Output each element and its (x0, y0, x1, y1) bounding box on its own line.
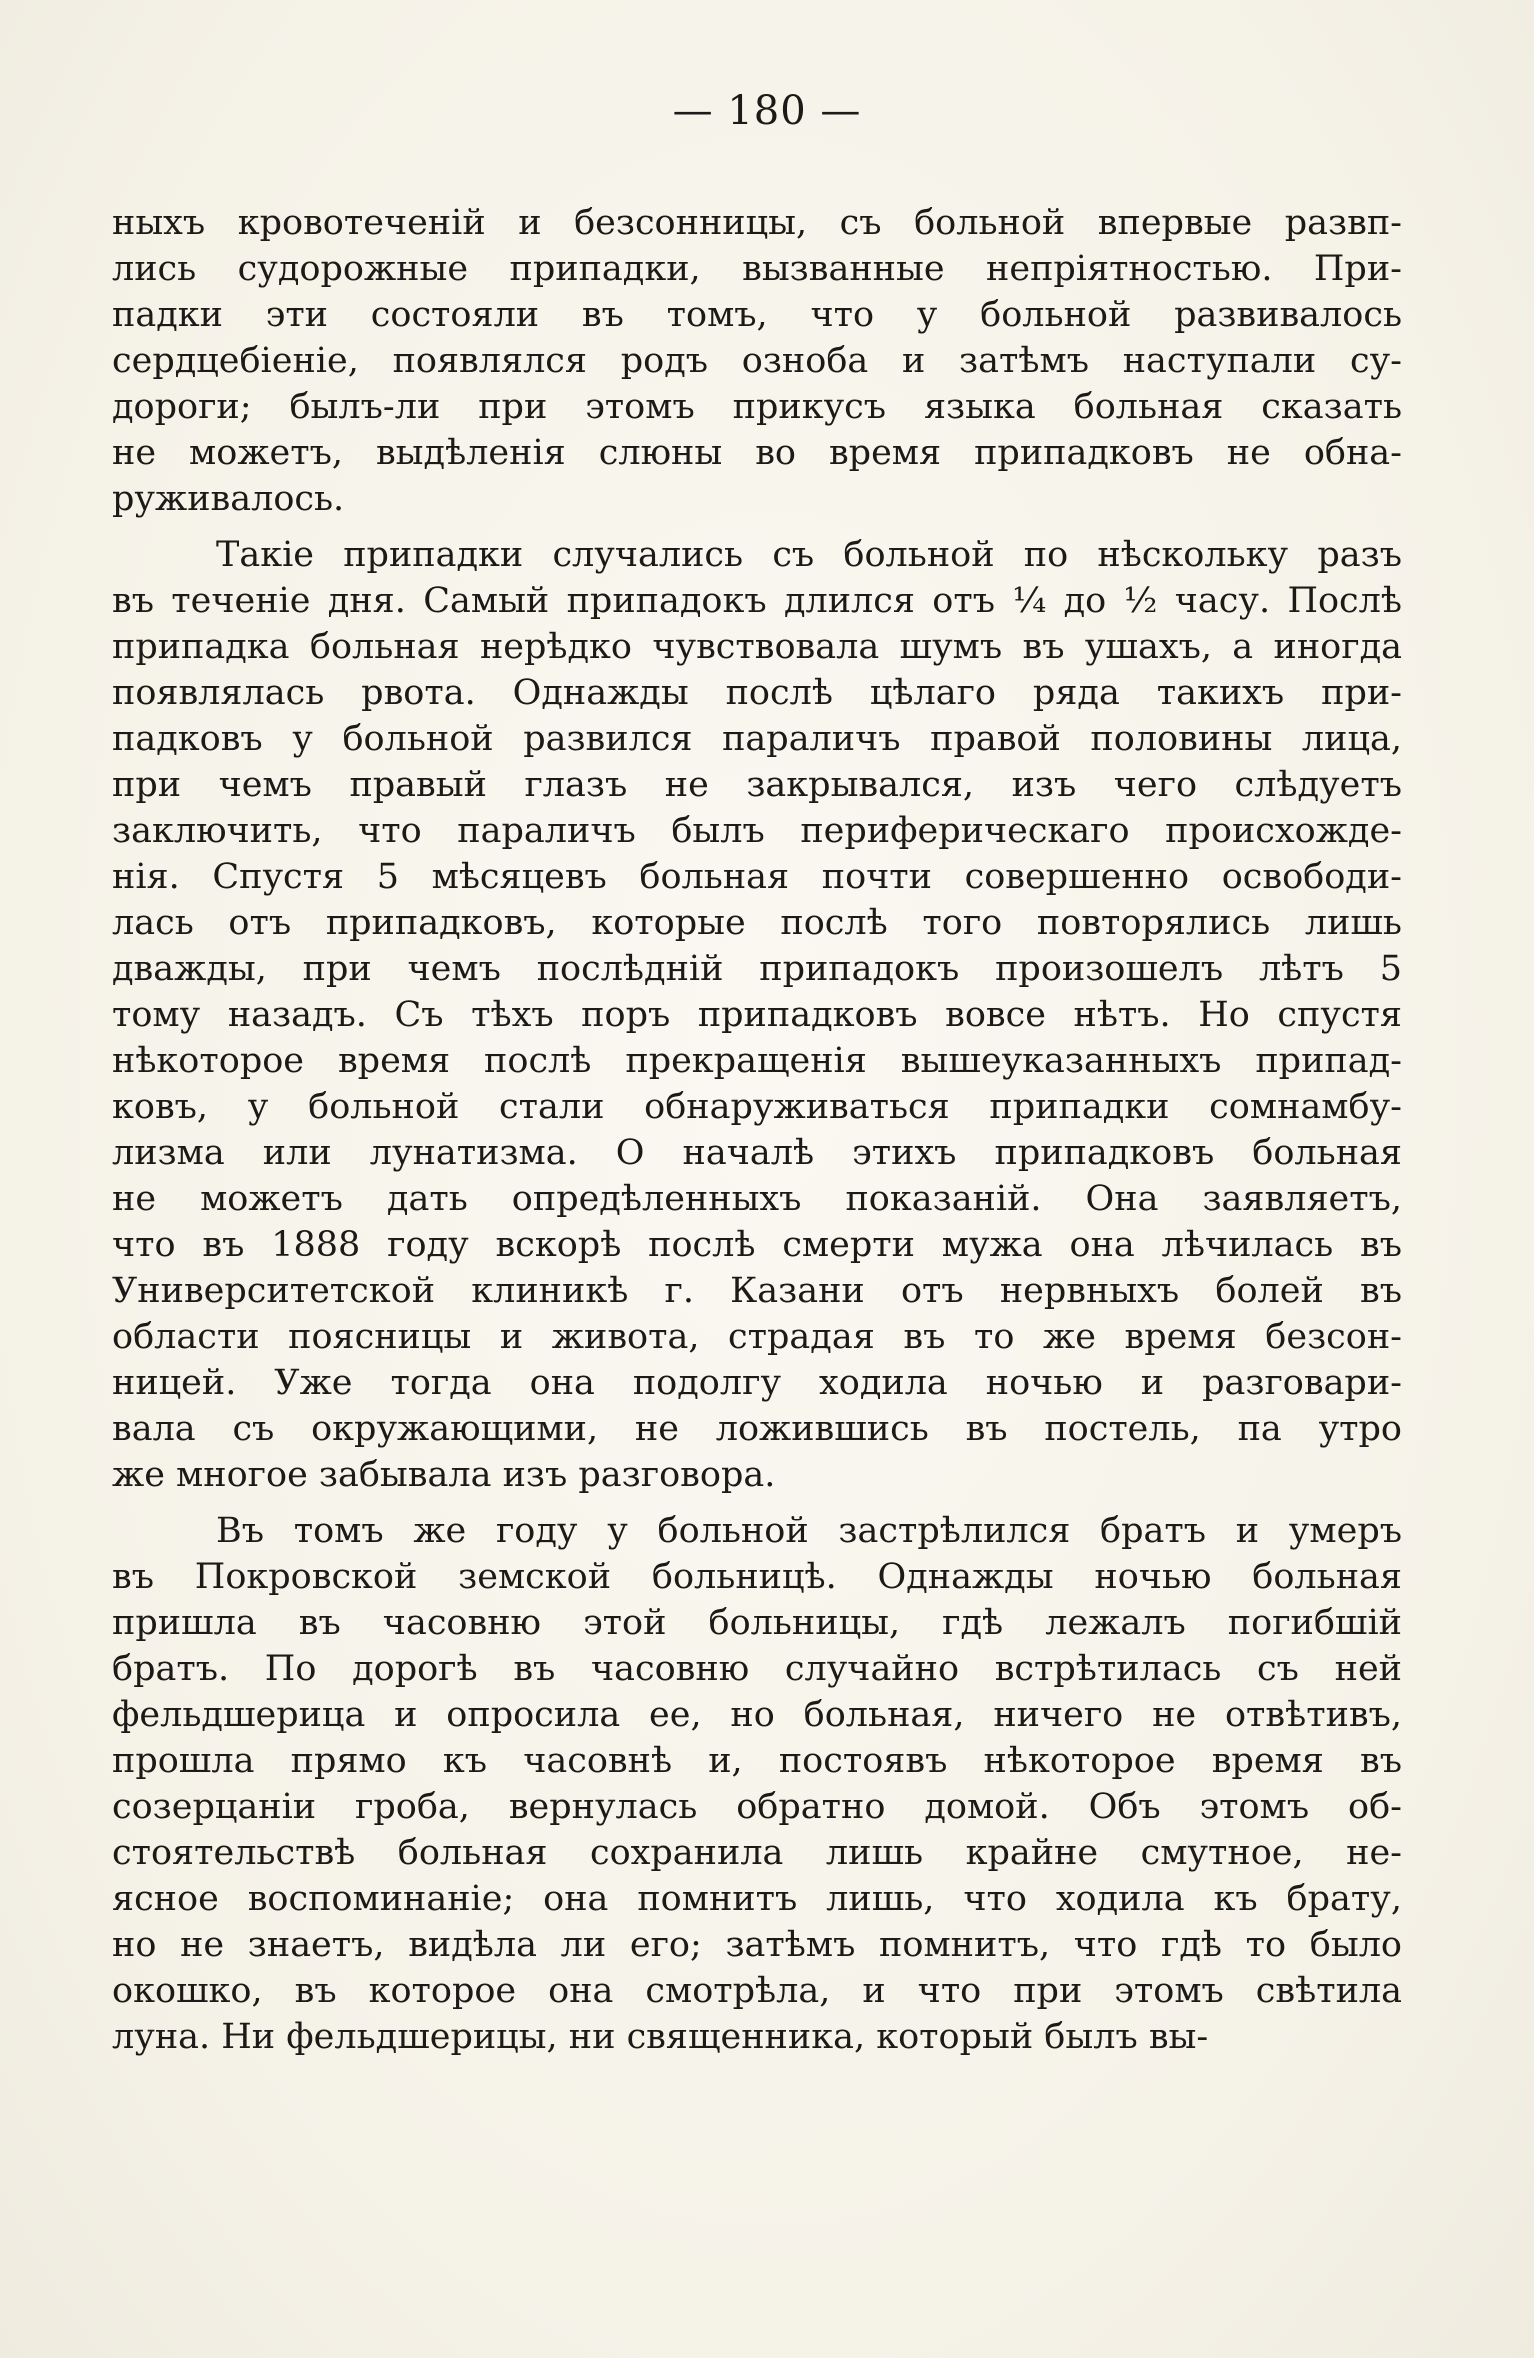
text-line: лизма или лунатизма. О началѣ этихъ припадковъ больная (112, 1133, 1402, 1173)
text-line: въ Покровской земской больницѣ. Однажды ночью больная (112, 1557, 1402, 1597)
text-line: руживалось. (112, 479, 345, 519)
text-line: нѣкоторое время послѣ прекращенія вышеуказанныхъ припад- (112, 1041, 1402, 1081)
text-line: Въ томъ же году у больной застрѣлился братъ и умеръ (216, 1511, 1402, 1551)
text-line: сердцебіеніе, появлялся родъ озноба и затѣмъ наступали су- (112, 341, 1402, 381)
text-line: въ теченіе дня. Самый припадокъ длился отъ ¼ до ½ часу. Послѣ (112, 581, 1402, 621)
text-line: лись судорожные припадки, вызванные непріятностью. При- (112, 249, 1402, 289)
text-line: вала съ окружающими, не ложившись въ постель, па утро (112, 1409, 1402, 1449)
text-line: ницей. Уже тогда она подолгу ходила ночью и разговари- (112, 1363, 1402, 1403)
text-line: падки эти состояли въ томъ, что у больной развивалось (112, 295, 1402, 335)
text-line: же многое забывала изъ разговора. (112, 1455, 776, 1495)
text-line: окошко, въ которое она смотрѣла, и что при этомъ свѣтила (112, 1971, 1402, 2011)
text-line: прошла прямо къ часовнѣ и, постоявъ нѣкоторое время въ (112, 1741, 1402, 1781)
text-line: Университетской клиникѣ г. Казани отъ нервныхъ болей въ (112, 1271, 1402, 1311)
text-line: что въ 1888 году вскорѣ послѣ смерти мужа она лѣчилась въ (112, 1225, 1402, 1265)
text-line: фельдшерица и опросила ее, но больная, ничего не отвѣтивъ, (112, 1695, 1402, 1735)
text-line: ныхъ кровотеченій и безсонницы, съ больной впервые развп- (112, 203, 1402, 243)
text-line: Такіе припадки случались съ больной по нѣскольку разъ (216, 535, 1402, 575)
text-line: дороги; былъ-ли при этомъ прикусъ языка больная сказать (112, 387, 1402, 427)
text-line: дважды, при чемъ послѣдній припадокъ произошелъ лѣтъ 5 (112, 949, 1402, 989)
text-line: стоятельствѣ больная сохранила лишь крайне смутное, не- (112, 1833, 1402, 1873)
paragraph-2 (112, 532, 1402, 1498)
text-line: заключить, что параличъ былъ периферическаго происхожде- (112, 811, 1402, 851)
text-line: братъ. По дорогѣ въ часовню случайно встрѣтилась съ ней (112, 1649, 1402, 1689)
text-line: созерцаніи гроба, вернулась обратно домой. Объ этомъ об- (112, 1787, 1402, 1827)
text-line: не можетъ, выдѣленія слюны во время припадковъ не обна- (112, 433, 1402, 473)
text-line: при чемъ правый глазъ не закрывался, изъ чего слѣдуетъ (112, 765, 1402, 805)
text-line: падковъ у больной развился параличъ правой половины лица, (112, 719, 1402, 759)
text-line: области поясницы и живота, страдая въ то же время безсон- (112, 1317, 1402, 1357)
text-line: ясное воспоминаніе; она помнитъ лишь, что ходила къ брату, (112, 1879, 1402, 1919)
body-text (112, 200, 1402, 2060)
text-line: не можетъ дать опредѣленныхъ показаній. Она заявляетъ, (112, 1179, 1402, 1219)
text-line: луна. Ни фельдшерицы, ни священника, который былъ вы- (112, 2017, 1209, 2057)
text-line: нія. Спустя 5 мѣсяцевъ больная почти совершенно освободи- (112, 857, 1402, 897)
text-line: лась отъ припадковъ, которые послѣ того повторялись лишь (112, 903, 1402, 943)
text-line: ковъ, у больной стали обнаруживаться припадки сомнамбу- (112, 1087, 1402, 1127)
text-line: припадка больная нерѣдко чувствовала шумъ въ ушахъ, а иногда (112, 627, 1402, 667)
text-line: но не знаетъ, видѣла ли его; затѣмъ помнитъ, что гдѣ то было (112, 1925, 1402, 1965)
text-line: появлялась рвота. Однажды послѣ цѣлаго ряда такихъ при- (112, 673, 1402, 713)
text-line: пришла въ часовню этой больницы, гдѣ лежалъ погибшій (112, 1603, 1402, 1643)
paragraph-1 (112, 200, 1402, 522)
paragraph-3 (112, 1508, 1402, 2060)
text-line: тому назадъ. Съ тѣхъ поръ припадковъ вовсе нѣтъ. Но спустя (112, 995, 1402, 1035)
page-number: — 180 — (672, 88, 862, 134)
